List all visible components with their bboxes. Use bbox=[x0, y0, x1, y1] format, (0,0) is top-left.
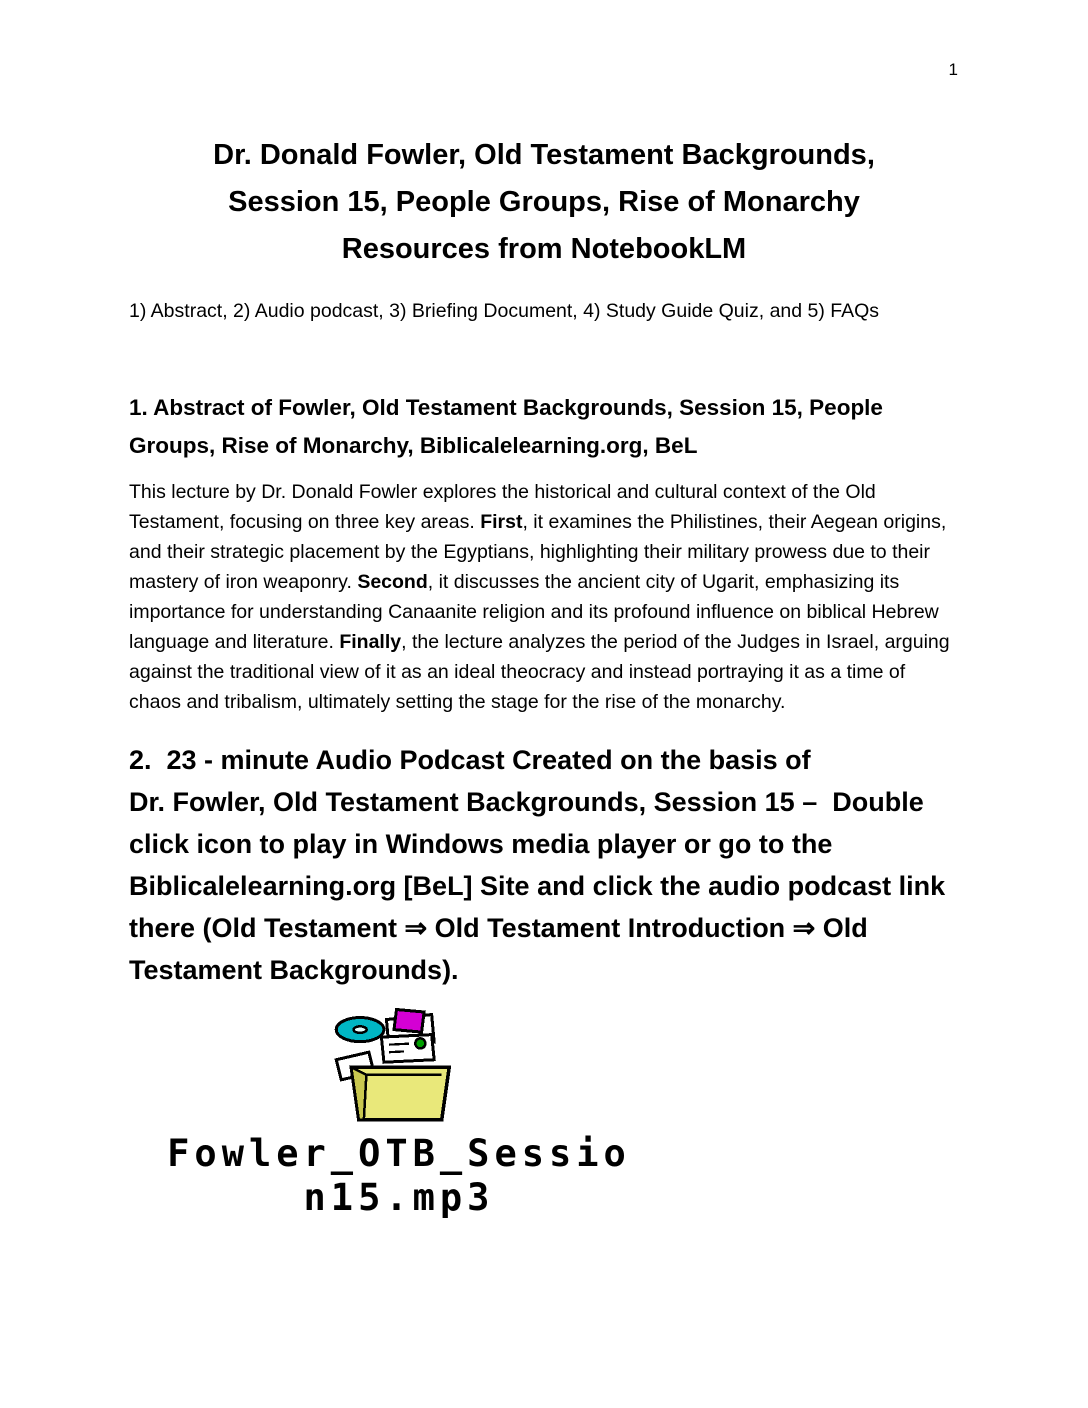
mp3-file-icon[interactable] bbox=[318, 1007, 480, 1125]
mp3-file-icon-graphic bbox=[318, 1007, 480, 1125]
icon-note-shape bbox=[394, 1010, 424, 1033]
abstract-segment-3: , it discusses the ancient city of Ugarit, emphasizing its importance for understanding Canaanite religion and its profound influence on biblical Hebrew language and literature. bbox=[129, 571, 939, 653]
icon-cd-hole bbox=[354, 1026, 367, 1033]
mp3-filename[interactable] bbox=[129, 1132, 669, 1220]
abstract-segment-second-bold: Second bbox=[357, 571, 428, 593]
abstract-segment-2: , it examines the Philistines, their Aegean origins, and their strategic placement by the Egyptians, highlighting their military prowess due to their mastery of iron weaponry. bbox=[129, 511, 947, 593]
document-content bbox=[129, 0, 959, 1220]
abstract-segment-1: This lecture by Dr. Donald Fowler explores the historical and cultural context of the Old Testament, focusing on three key areas. bbox=[129, 481, 876, 533]
page-number: 1 bbox=[948, 60, 958, 79]
podcast-heading bbox=[129, 739, 959, 991]
icon-green-dot bbox=[415, 1038, 425, 1048]
contents-line: 1) Abstract, 2) Audio podcast, 3) Briefing Document, 4) Study Guide Quiz, and 5) FAQs bbox=[129, 300, 880, 322]
abstract-segment-first-bold: First bbox=[480, 511, 523, 533]
icon-paper-mid bbox=[381, 1035, 434, 1063]
abstract-paragraph bbox=[129, 477, 959, 717]
podcast-heading-line-1: 2. 23 - minute Audio Podcast Created on the basis of bbox=[129, 745, 811, 775]
title-line-1: Dr. Donald Fowler, Old Testament Backgrounds, bbox=[213, 139, 875, 171]
podcast-heading-rest: Dr. Fowler, Old Testament Backgrounds, Session 15 – Double click icon to play in Windows media player or go to the Biblicalelearning.org [BeL] Site and click the audio podcast link there (Old Testament ⇒ Old Testament Introduction ⇒ Old Testament Backgrounds). bbox=[129, 787, 953, 985]
abstract-segment-4: , the lecture analyzes the period of the Judges in Israel, arguing against the traditional view of it as an ideal theocracy and instead portraying it as a time of chaos and tribalism, ultimately setting the stage for the rise of the monarchy. bbox=[129, 631, 950, 713]
document-title bbox=[129, 0, 959, 273]
abstract-segment-finally-bold: Finally bbox=[339, 631, 402, 653]
audio-file-block bbox=[129, 1007, 669, 1220]
icon-paper-line-1 bbox=[389, 1044, 409, 1045]
mp3-filename-line-2: n15.mp3 bbox=[303, 1176, 495, 1219]
title-line-3: Resources from NotebookLM bbox=[341, 233, 747, 265]
abstract-heading: 1. Abstract of Fowler, Old Testament Backgrounds, Session 15, People Groups, Rise of Monarchy, Biblicalelearning.org, BeL bbox=[129, 395, 883, 458]
icon-paper-line-2 bbox=[389, 1051, 404, 1052]
mp3-filename-line-1: Fowler_OTB_Sessio bbox=[167, 1132, 631, 1175]
title-line-2: Session 15, People Groups, Rise of Monarchy bbox=[228, 186, 860, 218]
